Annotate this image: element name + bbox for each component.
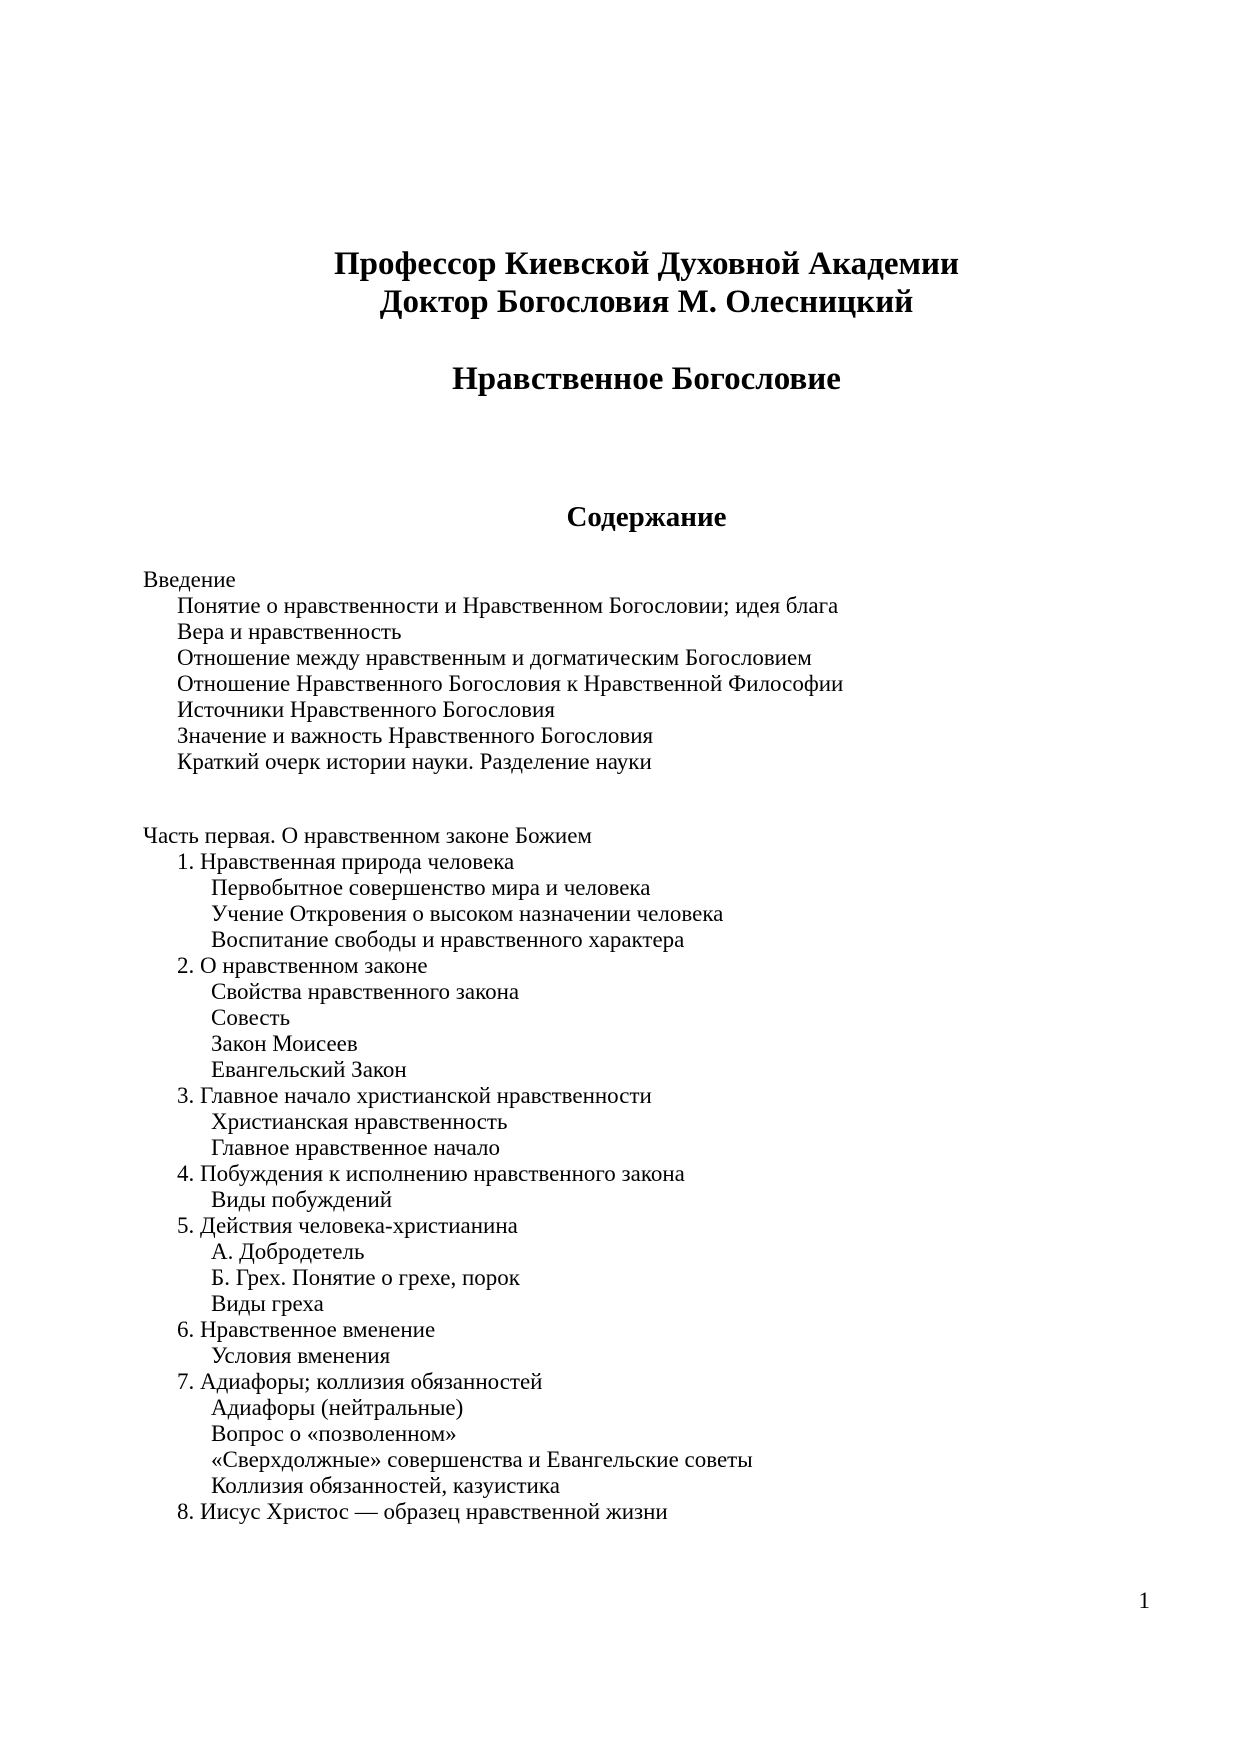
toc-entry: 7. Адиафоры; коллизия обязанностей bbox=[177, 1369, 543, 1394]
toc-entry: Понятие о нравственности и Нравственном Богословии; идея блага bbox=[177, 593, 839, 618]
toc-entry: Евангельский Закон bbox=[211, 1057, 407, 1082]
page-number: 1 bbox=[1138, 1588, 1150, 1613]
toc-entry: Вопрос о «позволенном» bbox=[211, 1421, 457, 1446]
toc-entry: 4. Побуждения к исполнению нравственного закона bbox=[177, 1161, 685, 1186]
toc-entry: Виды побуждений bbox=[211, 1187, 393, 1212]
author-line-2: Доктор Богословия М. Олесницкий bbox=[379, 284, 914, 320]
toc-entry: Учение Откровения о высоком назначении человека bbox=[211, 901, 724, 926]
toc-entry: 1. Нравственная природа человека bbox=[177, 849, 515, 874]
toc-heading: Содержание bbox=[566, 501, 727, 533]
toc-entry: Б. Грех. Понятие о грехе, порок bbox=[211, 1265, 520, 1290]
toc-entry: Краткий очерк истории науки. Разделение науки bbox=[177, 749, 652, 774]
toc-entry: Отношение между нравственным и догматическим Богословием bbox=[177, 645, 812, 670]
toc-entry: Главное нравственное начало bbox=[211, 1135, 501, 1160]
toc-entry: 6. Нравственное вменение bbox=[177, 1317, 436, 1342]
toc-entry: Закон Моисеев bbox=[211, 1031, 358, 1056]
toc-entry: Отношение Нравственного Богословия к Нравственной Философии bbox=[177, 671, 844, 696]
book-title: Нравственное Богословие bbox=[452, 361, 841, 397]
toc-entry: Адиафоры (нейтральные) bbox=[211, 1395, 464, 1420]
author-line-1: Профессор Киевской Духовной Академии bbox=[333, 246, 960, 282]
toc-entry: Условия вменения bbox=[211, 1343, 391, 1368]
toc-entry: Свойства нравственного закона bbox=[211, 979, 520, 1004]
toc-list bbox=[143, 567, 1150, 1525]
toc-entry: Значение и важность Нравственного Богословия bbox=[177, 723, 654, 748]
toc-entry: Первобытное совершенство мира и человека bbox=[211, 875, 651, 900]
toc-entry: Часть первая. О нравственном законе Божием bbox=[143, 823, 592, 848]
toc-entry: Воспитание свободы и нравственного характера bbox=[211, 927, 685, 952]
toc-entry: Христианская нравственность bbox=[211, 1109, 508, 1134]
toc-entry: Совесть bbox=[211, 1005, 291, 1030]
author-header bbox=[143, 245, 1150, 321]
toc-entry: Виды греха bbox=[211, 1291, 324, 1316]
toc-entry: 3. Главное начало христианской нравственности bbox=[177, 1083, 652, 1108]
toc-entry: 8. Иисус Христос — образец нравственной жизни bbox=[177, 1499, 668, 1524]
toc-entry: Введение bbox=[143, 567, 236, 592]
toc-entry: Источники Нравственного Богословия bbox=[177, 697, 555, 722]
toc-entry: А. Добродетель bbox=[211, 1239, 365, 1264]
toc-entry: Коллизия обязанностей, казуистика bbox=[211, 1473, 560, 1498]
toc-entry: 5. Действия человека-христианина bbox=[177, 1213, 518, 1238]
toc-entry: 2. О нравственном законе bbox=[177, 953, 428, 978]
toc-entry: «Сверхдолжные» совершенства и Евангельские советы bbox=[211, 1447, 753, 1472]
toc-entry: Вера и нравственность bbox=[177, 619, 402, 644]
